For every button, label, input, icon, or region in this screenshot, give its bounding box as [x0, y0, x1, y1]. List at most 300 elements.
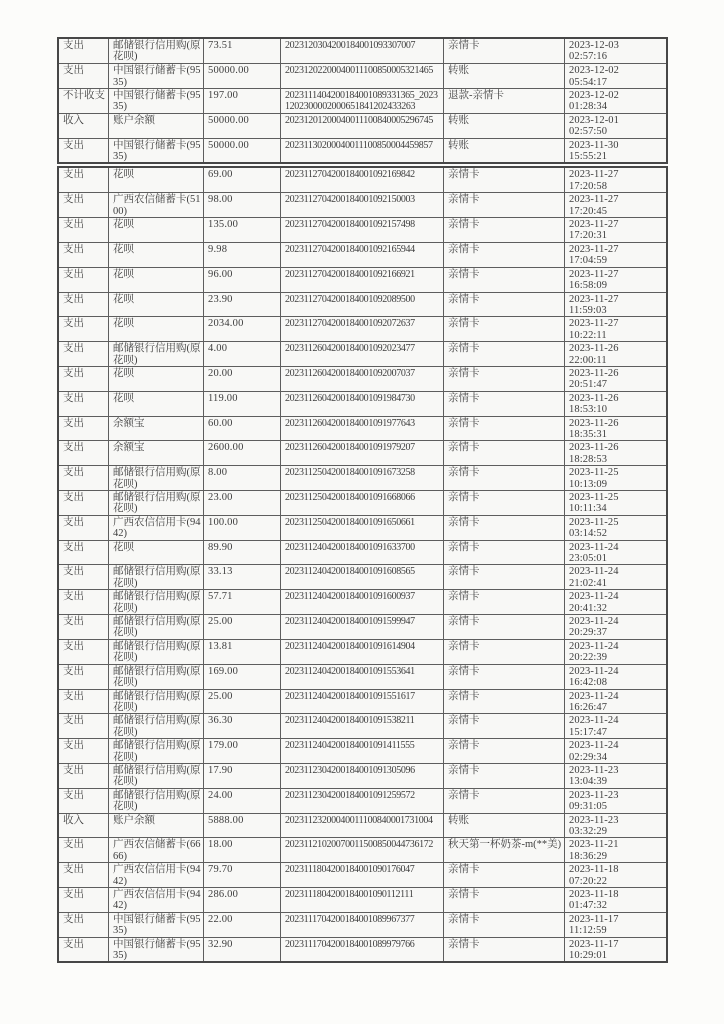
txn-note-cell [443, 590, 564, 614]
table-row [59, 391, 666, 416]
table-row [59, 192, 666, 217]
txn-type-cell [59, 491, 108, 515]
txn-account-cell [108, 392, 203, 416]
txn-date: 2023-11-26 [569, 343, 619, 355]
txn-datetime-cell [564, 114, 666, 138]
txn-note-cell [443, 491, 564, 515]
txn-date: 2023-11-26 [569, 392, 619, 404]
table-row [59, 292, 666, 317]
transactions-statement [57, 37, 668, 963]
txn-account-cell [108, 342, 203, 366]
txn-note: 亲情卡 [448, 516, 480, 528]
table-row [59, 440, 666, 465]
txn-note-cell [443, 139, 564, 163]
txn-type: 支出 [63, 640, 84, 652]
txn-time: 02:29:34 [569, 751, 608, 763]
txn-id: 2023112604200184001091984730 [285, 392, 415, 404]
txn-type: 支出 [63, 938, 84, 950]
txn-id-cell [280, 615, 443, 639]
txn-note: 亲情卡 [448, 913, 480, 925]
txn-id: 2023112604200184001091979207 [285, 442, 415, 454]
txn-date: 2023-11-18 [569, 889, 619, 900]
txn-id: 2023112404200184001091553641 [285, 665, 415, 677]
txn-type-cell [59, 466, 108, 490]
txn-account-cell [108, 193, 203, 217]
txn-datetime-cell [564, 466, 666, 490]
txn-type: 支出 [63, 467, 84, 479]
txn-date: 2023-11-26 [569, 442, 619, 454]
txn-datetime-cell [564, 139, 666, 163]
txn-amount-cell [203, 218, 280, 242]
txn-type-cell [59, 441, 108, 465]
txn-date: 2023-11-21 [569, 839, 619, 851]
txn-account: 花呗 [113, 243, 134, 255]
txn-type-cell [59, 516, 108, 540]
txn-type: 支出 [63, 40, 84, 51]
txn-amount: 36.30 [208, 715, 233, 727]
txn-type-cell [59, 590, 108, 614]
txn-amount: 50000.00 [208, 139, 249, 151]
txn-note-cell [443, 789, 564, 813]
txn-note-cell [443, 317, 564, 341]
txn-amount-cell [203, 392, 280, 416]
txn-account-cell [108, 863, 203, 887]
txn-date: 2023-11-24 [569, 740, 619, 752]
txn-time: 01:28:34 [569, 101, 608, 113]
txn-datetime-cell [564, 640, 666, 664]
txn-type: 支出 [63, 566, 84, 578]
txn-id-cell [280, 243, 443, 267]
txn-account: 中国银行储蓄卡(9535) [113, 938, 201, 962]
table-row [59, 639, 666, 664]
txn-type-cell [59, 39, 108, 63]
txn-amount: 100.00 [208, 516, 239, 528]
txn-account: 花呗 [113, 367, 134, 379]
txn-note: 亲情卡 [448, 367, 480, 379]
txn-type-cell [59, 417, 108, 441]
table-row [59, 490, 666, 515]
txn-date: 2023-12-03 [569, 40, 619, 51]
txn-type-cell [59, 168, 108, 192]
txn-note-cell [443, 690, 564, 714]
txn-note: 亲情卡 [448, 417, 480, 429]
txn-amount-cell [203, 913, 280, 937]
txn-amount: 57.71 [208, 591, 233, 603]
txn-id: 2023111704200184001089967377 [285, 913, 415, 925]
txn-datetime-cell [564, 888, 666, 912]
txn-datetime-cell [564, 690, 666, 714]
txn-id-cell [280, 317, 443, 341]
txn-amount: 89.90 [208, 541, 233, 553]
txn-time: 20:41:32 [569, 602, 608, 614]
txn-date: 2023-11-26 [569, 417, 619, 429]
txn-date: 2023-11-27 [569, 268, 619, 280]
txn-datetime-cell [564, 863, 666, 887]
txn-datetime-cell [564, 168, 666, 192]
txn-datetime-cell [564, 814, 666, 838]
txn-account-cell [108, 441, 203, 465]
txn-date: 2023-11-24 [569, 566, 619, 578]
txn-amount-cell [203, 491, 280, 515]
txn-note-cell [443, 441, 564, 465]
txn-account-cell [108, 466, 203, 490]
txn-account-cell [108, 317, 203, 341]
txn-id-cell [280, 466, 443, 490]
txn-account: 邮储银行信用购(原花呗) [113, 40, 201, 63]
txn-id: 2023112404200184001091600937 [285, 591, 415, 603]
txn-note: 亲情卡 [448, 541, 480, 553]
txn-note-cell [443, 714, 564, 738]
txn-type: 支出 [63, 889, 84, 900]
txn-datetime-cell [564, 739, 666, 763]
txn-id: 2023112704200184001092072637 [285, 318, 415, 330]
txn-account-cell [108, 640, 203, 664]
txn-date: 2023-12-01 [569, 114, 619, 126]
txn-account-cell [108, 888, 203, 912]
txn-account-cell [108, 739, 203, 763]
txn-time: 18:36:29 [569, 850, 608, 862]
txn-account-cell [108, 39, 203, 63]
txn-amount-cell [203, 888, 280, 912]
table-row [59, 63, 666, 88]
txn-datetime-cell [564, 417, 666, 441]
txn-account: 邮储银行信用购(原花呗) [113, 789, 201, 813]
txn-account-cell [108, 814, 203, 838]
txn-account: 花呗 [113, 541, 134, 553]
txn-amount: 69.00 [208, 169, 233, 181]
txn-id: 2023112504200184001091668066 [285, 492, 415, 503]
txn-datetime-cell [564, 838, 666, 862]
txn-amount-cell [203, 39, 280, 63]
txn-id-cell [280, 39, 443, 63]
txn-time: 20:29:37 [569, 627, 608, 639]
txn-date: 2023-11-25 [569, 516, 619, 528]
txn-account: 余额宝 [113, 417, 145, 429]
txn-id: 2023112604200184001092023477 [285, 343, 415, 355]
txn-account: 账户余额 [113, 114, 155, 126]
txn-note: 转账 [448, 65, 469, 77]
txn-type: 支出 [63, 715, 84, 727]
txn-time: 17:20:31 [569, 230, 608, 242]
txn-type: 支出 [63, 169, 84, 181]
txn-id-cell [280, 516, 443, 540]
txn-amount-cell [203, 417, 280, 441]
txn-date: 2023-11-24 [569, 591, 619, 603]
txn-account-cell [108, 789, 203, 813]
txn-id: 2023112404200184001091633700 [285, 541, 415, 553]
txn-time: 10:22:11 [569, 329, 607, 341]
txn-date: 2023-11-24 [569, 715, 619, 727]
txn-amount: 50000.00 [208, 114, 249, 126]
txn-note: 亲情卡 [448, 194, 480, 206]
txn-account: 花呗 [113, 318, 134, 330]
txn-amount: 23.90 [208, 293, 233, 305]
transactions-table-block-1 [57, 37, 668, 164]
txn-amount: 135.00 [208, 219, 239, 231]
txn-account: 花呗 [113, 293, 134, 305]
txn-note: 亲情卡 [448, 293, 480, 305]
txn-note: 亲情卡 [448, 889, 480, 900]
txn-note: 亲情卡 [448, 938, 480, 950]
txn-type: 支出 [63, 541, 84, 553]
txn-id: 2023111804200184001090112111 [285, 889, 414, 900]
txn-note: 亲情卡 [448, 690, 480, 702]
txn-id: 2023112404200184001091599947 [285, 616, 415, 628]
txn-id: 2023112304200184001091305096 [285, 764, 415, 776]
txn-id-cell [280, 293, 443, 317]
txn-time: 17:20:58 [569, 180, 608, 192]
txn-amount: 119.00 [208, 392, 238, 404]
txn-note-cell [443, 243, 564, 267]
txn-id-cell [280, 89, 443, 113]
txn-type: 支出 [63, 442, 84, 454]
txn-note: 秋天第一杯奶茶-m(**美) [448, 839, 562, 851]
txn-id: 20231202200040011100850005321465 [285, 65, 434, 77]
txn-account: 中国银行储蓄卡(9535) [113, 913, 201, 937]
txn-account: 花呗 [113, 219, 134, 231]
table-row [59, 738, 666, 763]
txn-account-cell [108, 367, 203, 391]
txn-date: 2023-11-23 [569, 764, 619, 776]
txn-amount: 9.98 [208, 243, 228, 255]
txn-id-cell [280, 814, 443, 838]
txn-date: 2023-11-23 [569, 814, 619, 826]
txn-type-cell [59, 218, 108, 242]
txn-account-cell [108, 293, 203, 317]
txn-amount: 5888.00 [208, 814, 244, 826]
table-row [59, 316, 666, 341]
txn-id: 2023112704200184001092150003 [285, 194, 415, 206]
txn-date: 2023-11-18 [569, 864, 619, 876]
txn-type: 支出 [63, 194, 84, 206]
txn-datetime-cell [564, 516, 666, 540]
table-row [59, 88, 666, 113]
txn-type-cell [59, 690, 108, 714]
txn-account-cell [108, 665, 203, 689]
txn-datetime-cell [564, 565, 666, 589]
txn-note: 亲情卡 [448, 665, 480, 677]
txn-id-cell [280, 640, 443, 664]
txn-type-cell [59, 739, 108, 763]
txn-amount: 73.51 [208, 40, 233, 51]
txn-type-cell [59, 714, 108, 738]
txn-amount: 98.00 [208, 194, 233, 206]
txn-date: 2023-11-24 [569, 616, 619, 628]
txn-time: 18:35:31 [569, 428, 608, 440]
txn-id-cell [280, 764, 443, 788]
txn-date: 2023-11-27 [569, 318, 619, 330]
txn-account-cell [108, 243, 203, 267]
txn-datetime-cell [564, 64, 666, 88]
txn-amount-cell [203, 342, 280, 366]
txn-account-cell [108, 89, 203, 113]
txn-account: 广西农信信用卡(9442) [113, 516, 201, 540]
txn-type: 支出 [63, 740, 84, 752]
txn-datetime-cell [564, 789, 666, 813]
txn-type: 支出 [63, 243, 84, 255]
txn-amount: 2600.00 [208, 442, 244, 454]
txn-amount-cell [203, 838, 280, 862]
txn-account-cell [108, 764, 203, 788]
txn-id-cell [280, 268, 443, 292]
txn-type-cell [59, 913, 108, 937]
txn-amount-cell [203, 317, 280, 341]
txn-amount-cell [203, 665, 280, 689]
txn-type: 支出 [63, 690, 84, 702]
txn-date: 2023-11-24 [569, 640, 619, 652]
table-row [59, 416, 666, 441]
txn-type-cell [59, 640, 108, 664]
txn-type-cell [59, 317, 108, 341]
txn-note-cell [443, 838, 564, 862]
txn-account-cell [108, 714, 203, 738]
table-row [59, 366, 666, 391]
txn-id-cell [280, 690, 443, 714]
txn-note: 亲情卡 [448, 268, 480, 280]
txn-account: 邮储银行信用购(原花呗) [113, 764, 201, 788]
txn-amount-cell [203, 814, 280, 838]
txn-type-cell [59, 342, 108, 366]
txn-note: 亲情卡 [448, 864, 480, 876]
txn-note-cell [443, 193, 564, 217]
txn-account-cell [108, 491, 203, 515]
txn-amount: 13.81 [208, 640, 233, 652]
txn-datetime-cell [564, 218, 666, 242]
txn-time: 20:22:39 [569, 652, 608, 664]
txn-type: 收入 [63, 814, 84, 826]
txn-note-cell [443, 615, 564, 639]
txn-type-cell [59, 789, 108, 813]
txn-time: 10:11:34 [569, 503, 607, 515]
txn-id-cell [280, 789, 443, 813]
txn-date: 2023-11-24 [569, 541, 619, 553]
txn-type: 支出 [63, 839, 84, 851]
txn-note: 亲情卡 [448, 467, 480, 479]
txn-id-cell [280, 64, 443, 88]
txn-account: 邮储银行信用购(原花呗) [113, 492, 201, 515]
txn-account-cell [108, 938, 203, 962]
txn-note: 亲情卡 [448, 591, 480, 603]
txn-id-cell [280, 590, 443, 614]
txn-account: 广西农信信用卡(9442) [113, 864, 201, 887]
table-row [59, 887, 666, 912]
txn-account-cell [108, 139, 203, 163]
txn-id: 2023112704200184001092157498 [285, 219, 415, 231]
txn-datetime-cell [564, 342, 666, 366]
txn-datetime-cell [564, 590, 666, 614]
txn-note: 亲情卡 [448, 764, 480, 776]
txn-date: 2023-11-27 [569, 293, 619, 305]
txn-type: 支出 [63, 293, 84, 305]
txn-account: 广西农信储蓄卡(5100) [113, 194, 201, 217]
txn-amount-cell [203, 789, 280, 813]
txn-type-cell [59, 814, 108, 838]
table-row [59, 837, 666, 862]
txn-account-cell [108, 615, 203, 639]
txn-note: 亲情卡 [448, 492, 480, 503]
txn-type-cell [59, 938, 108, 962]
txn-type-cell [59, 268, 108, 292]
txn-note: 退款-亲情卡 [448, 90, 504, 101]
txn-time: 13:04:39 [569, 776, 608, 788]
txn-amount-cell [203, 938, 280, 962]
txn-note-cell [443, 938, 564, 962]
txn-amount: 25.00 [208, 616, 233, 628]
txn-account: 邮储银行信用购(原花呗) [113, 665, 201, 689]
table-row [59, 341, 666, 366]
txn-id: 2023112404200184001091538211 [285, 715, 415, 727]
txn-date: 2023-12-02 [569, 65, 619, 77]
txn-datetime-cell [564, 541, 666, 565]
txn-note-cell [443, 640, 564, 664]
txn-type-cell [59, 367, 108, 391]
txn-date: 2023-11-27 [569, 194, 619, 206]
txn-amount: 197.00 [208, 90, 239, 101]
txn-amount-cell [203, 367, 280, 391]
txn-id-cell [280, 838, 443, 862]
txn-amount-cell [203, 168, 280, 192]
txn-type: 支出 [63, 139, 84, 151]
txn-time: 03:32:29 [569, 825, 608, 837]
txn-amount-cell [203, 863, 280, 887]
txn-time: 23:05:01 [569, 553, 608, 565]
txn-type-cell [59, 764, 108, 788]
txn-time: 11:59:03 [569, 304, 607, 316]
txn-note-cell [443, 268, 564, 292]
txn-amount: 50000.00 [208, 65, 249, 77]
txn-type-cell [59, 838, 108, 862]
txn-account: 邮储银行信用购(原花呗) [113, 690, 201, 713]
txn-amount: 25.00 [208, 690, 233, 702]
txn-amount-cell [203, 590, 280, 614]
txn-type-cell [59, 863, 108, 887]
txn-type-cell [59, 293, 108, 317]
txn-amount: 286.00 [208, 889, 239, 900]
txn-id: 2023112404200184001091411555 [285, 740, 415, 752]
txn-id: 2023112404200184001091608565 [285, 566, 415, 578]
txn-id-cell [280, 665, 443, 689]
txn-amount-cell [203, 615, 280, 639]
txn-type-cell [59, 541, 108, 565]
txn-note-cell [443, 114, 564, 138]
txn-type-cell [59, 114, 108, 138]
txn-date: 2023-11-23 [569, 789, 619, 801]
txn-time: 17:20:45 [569, 205, 608, 217]
txn-id-cell [280, 938, 443, 962]
txn-id: 2023112704200184001092166921 [285, 268, 415, 280]
txn-datetime-cell [564, 293, 666, 317]
table-row [59, 912, 666, 937]
txn-note: 亲情卡 [448, 715, 480, 727]
txn-id-cell [280, 193, 443, 217]
txn-account: 邮储银行信用购(原花呗) [113, 566, 201, 589]
table-row [59, 713, 666, 738]
table-row [59, 763, 666, 788]
txn-note: 亲情卡 [448, 566, 480, 578]
txn-amount: 4.00 [208, 343, 228, 355]
txn-date: 2023-11-27 [569, 169, 619, 181]
txn-amount: 20.00 [208, 367, 233, 379]
txn-id: 20231123200040011100840001731004 [285, 814, 433, 826]
txn-date: 2023-11-24 [569, 690, 619, 702]
txn-time: 21:02:41 [569, 577, 608, 589]
txn-id-cell [280, 139, 443, 163]
txn-note: 亲情卡 [448, 640, 480, 652]
txn-note: 转账 [448, 114, 469, 126]
txn-datetime-cell [564, 89, 666, 113]
txn-amount: 60.00 [208, 417, 233, 429]
txn-amount-cell [203, 268, 280, 292]
